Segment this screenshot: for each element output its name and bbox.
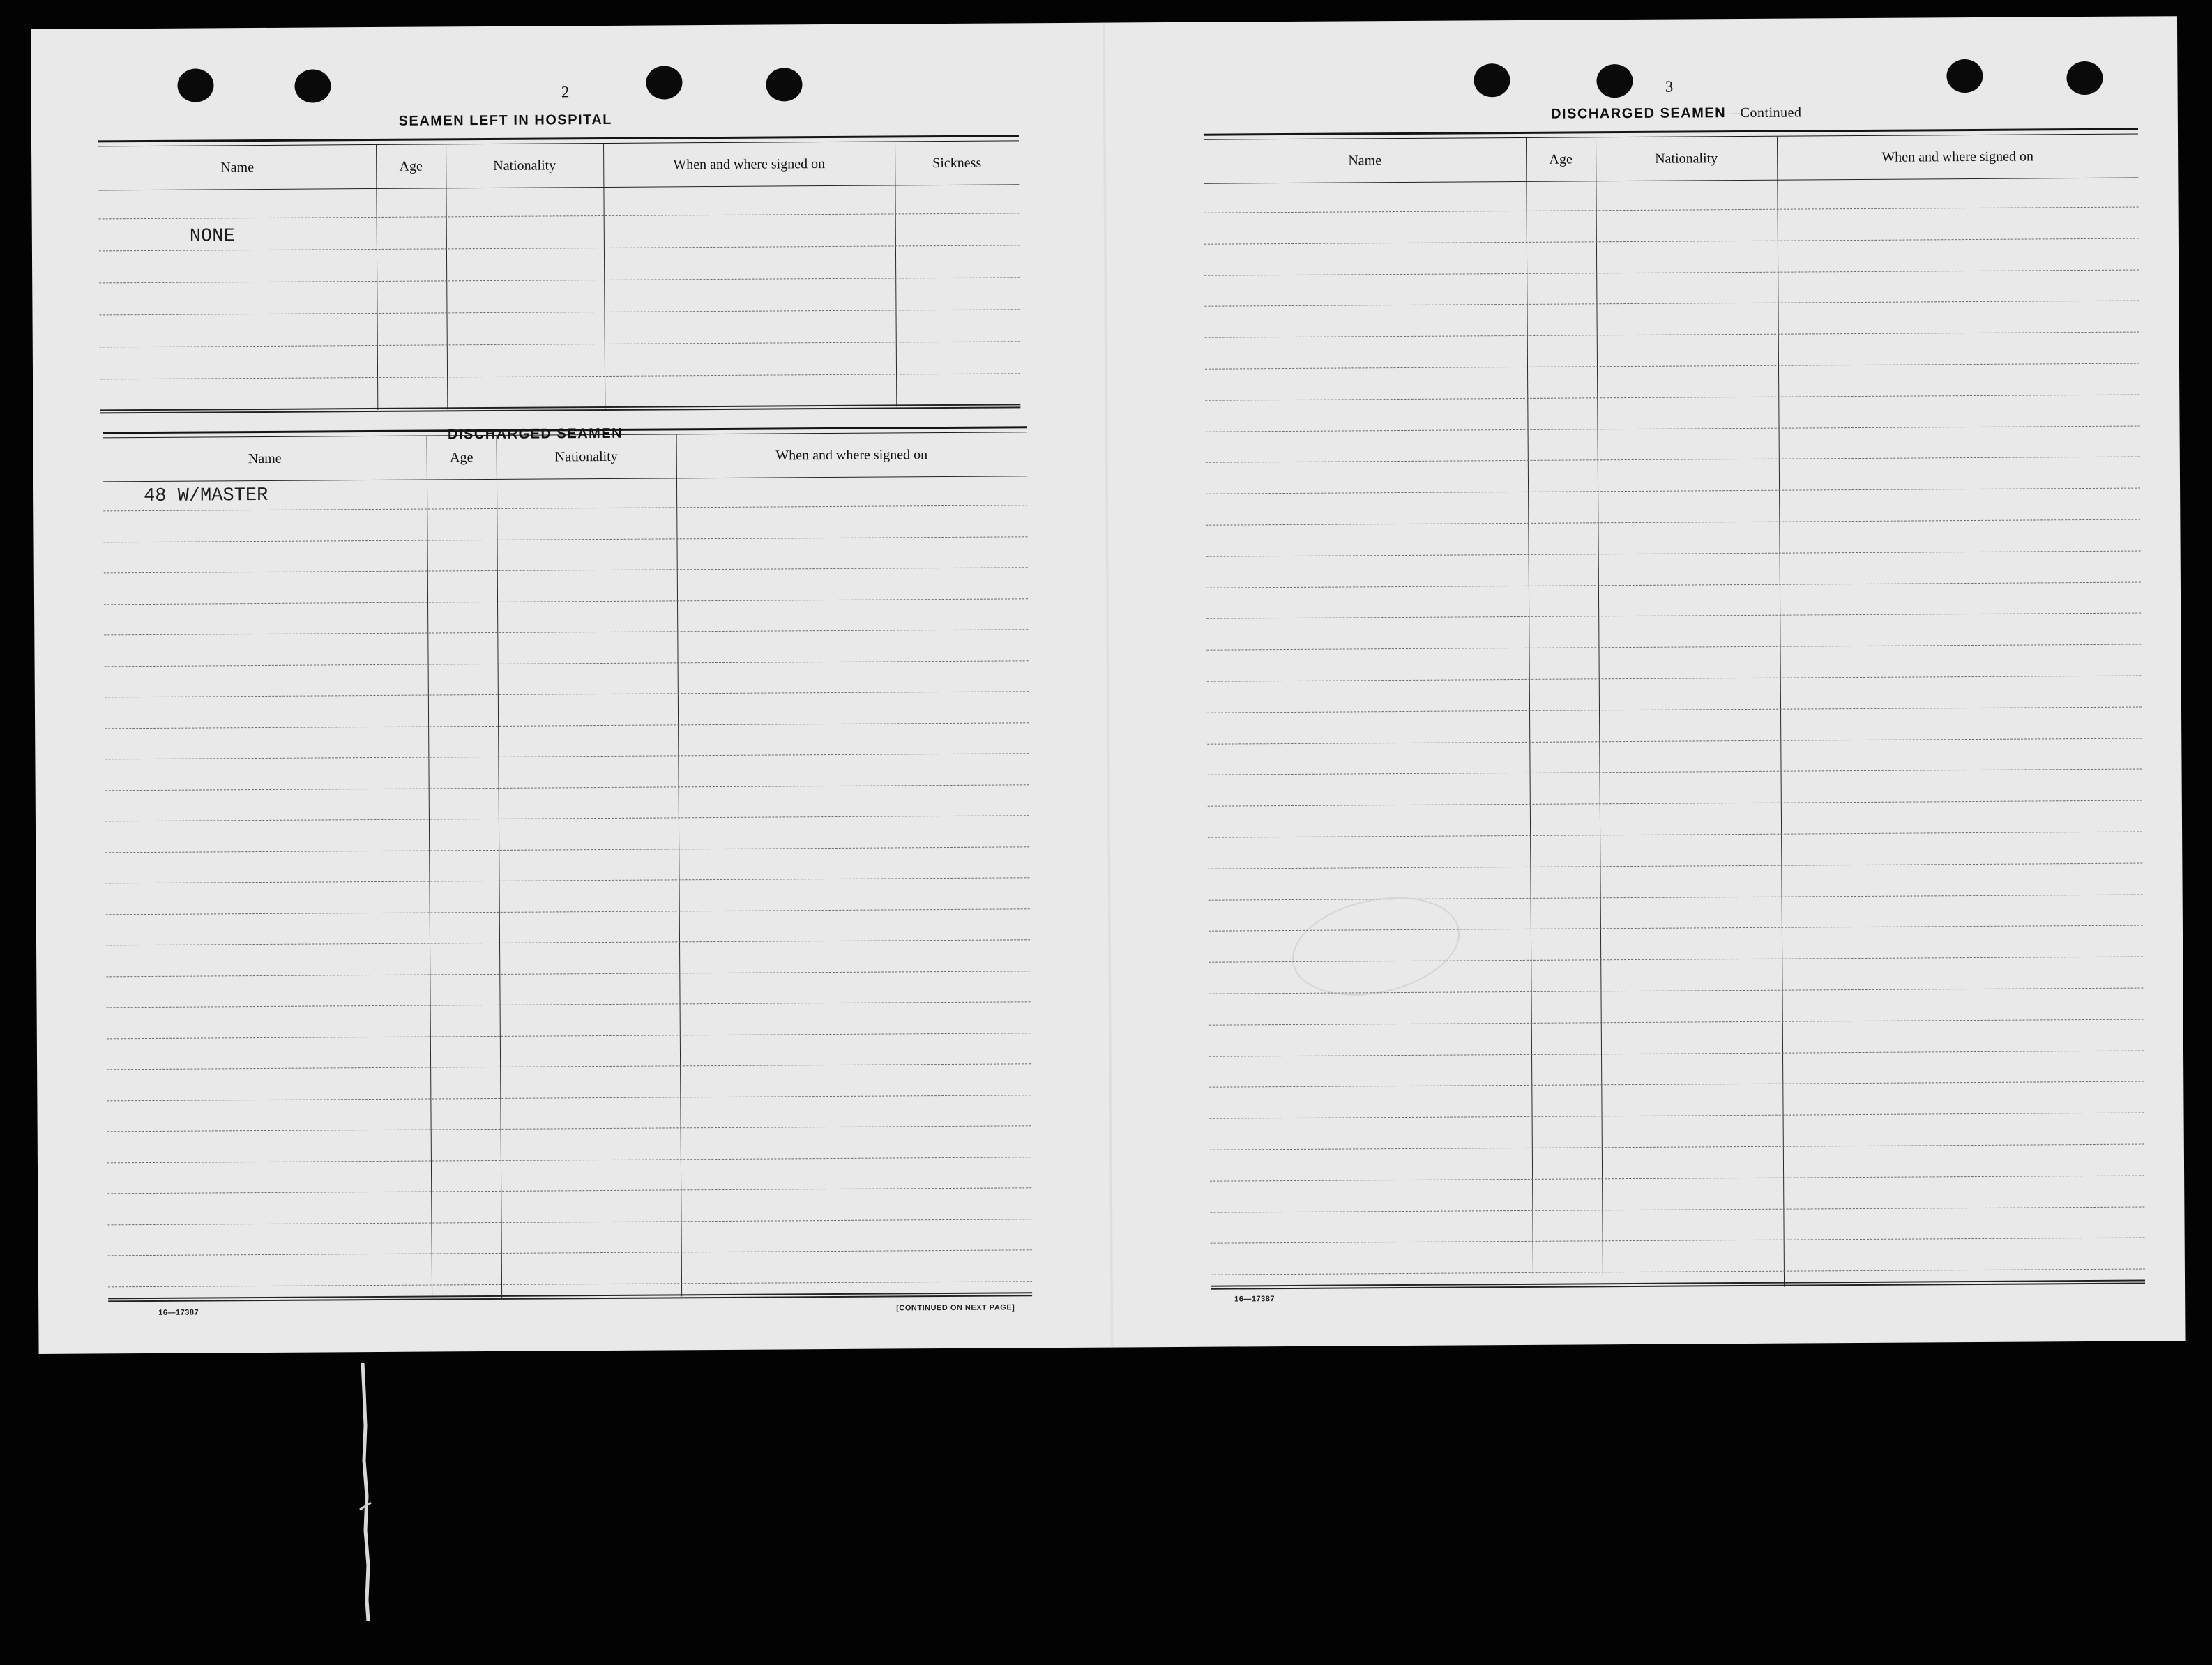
row-line [1210,1144,2144,1150]
table-bottom-rule [1211,1280,2145,1290]
row-line [105,877,1029,883]
discharged-entry: 48 W/MASTER [144,485,268,508]
punch-hole [1946,59,1983,93]
hospital-entry: NONE [189,226,235,248]
section-title-suffix: —Continued [1726,105,1802,121]
form-number: 16—17387 [158,1308,199,1317]
row-line [1209,1019,2144,1025]
row-line [107,1095,1031,1101]
column-header-name: Name [248,450,282,467]
column-header-age: Age [1549,151,1573,167]
row-line [107,1157,1031,1163]
row-line [1208,769,2142,775]
row-line [1204,238,2139,244]
punch-hole [1596,64,1633,98]
section-title-hospital: SEAMEN LEFT IN HOSPITAL [398,112,613,129]
punch-hole [177,68,213,102]
punch-hole [646,66,682,99]
row-line [99,277,1020,283]
row-line [1206,613,2141,619]
row-line [107,1001,1031,1008]
row-line [1206,457,2140,463]
column-header-nationality: Nationality [554,448,618,465]
column-header-signed-on: When and where signed on [1881,149,2034,165]
column-header-nationality: Nationality [493,158,556,174]
row-line [108,1281,1032,1287]
row-line [1211,1238,2145,1244]
page-2 [31,23,1112,1354]
row-line [99,245,1020,251]
row-line [104,598,1028,605]
row-line [1204,269,2139,275]
row-line [107,1187,1031,1194]
row-line [107,1063,1031,1070]
punch-hole [294,69,331,102]
row-line [104,567,1028,573]
punch-hole [1474,63,1510,97]
section-title-text: DISCHARGED SEAMEN [1550,105,1727,122]
row-line [107,1219,1031,1225]
section-title-discharged-continued [1467,105,1886,123]
row-line [108,1249,1032,1256]
table-header [98,141,1019,190]
row-line [103,536,1027,542]
row-line [1206,488,2140,494]
row-line [1210,1113,2144,1119]
row-line [1206,519,2140,526]
row-line [1208,800,2142,807]
row-line [1209,894,2143,900]
column-header-age: Age [450,450,474,466]
column-header-nationality: Nationality [1655,151,1718,167]
row-line [104,629,1028,635]
row-line [106,939,1030,945]
punch-hole [2066,61,2103,95]
column-header-signed-on: When and where signed on [775,447,928,464]
row-line [1211,1269,2145,1275]
column-divider [427,436,433,1298]
binding-thread [356,1363,377,1621]
column-header-signed-on: When and where signed on [673,156,826,173]
discharged-continued-table [1204,128,2145,1291]
discharged-table [103,426,1033,1305]
row-line [105,722,1029,729]
microfilm-sheet [31,16,2186,1354]
page-number: 2 [561,83,570,101]
row-line [1204,301,2139,307]
row-line [100,373,1020,379]
row-line [105,846,1029,853]
row-line [100,309,1020,315]
row-line [1205,394,2139,400]
page-number: 3 [1665,77,1674,96]
column-divider [676,434,683,1296]
row-line [105,691,1029,697]
table-header [103,432,1027,482]
punch-hole [766,68,802,101]
row-line [105,784,1029,791]
row-line [1207,738,2142,744]
table-header [1204,135,2138,184]
section-title-discharged: DISCHARGED SEAMEN [447,425,623,443]
row-line [1208,832,2142,838]
row-line [107,1125,1031,1132]
row-line [1206,581,2141,588]
row-line [1205,332,2139,338]
row-line [100,341,1020,347]
row-line [1210,1175,2144,1181]
row-line [1209,1050,2144,1056]
column-header-age: Age [399,158,423,174]
hospital-table [98,135,1020,413]
column-header-sickness: Sickness [932,155,982,172]
page-3 [1104,16,2186,1347]
row-line [1205,363,2139,370]
row-line [105,753,1029,759]
row-line [99,213,1020,219]
row-line [107,1033,1031,1039]
row-line [1210,1206,2144,1212]
row-line [1207,676,2142,682]
form-number: 16—17387 [1234,1295,1275,1304]
row-line [1208,862,2142,869]
row-line [1206,550,2141,556]
row-line [106,971,1030,977]
row-line [1204,207,2139,213]
row-line [1209,1081,2144,1088]
continued-note: [CONTINUED ON NEXT PAGE] [896,1303,1015,1313]
row-line [1206,425,2140,432]
column-header-name: Name [220,160,255,176]
row-line [105,660,1029,667]
column-header-name: Name [1348,153,1382,169]
row-line [1206,644,2141,651]
table-bottom-rule [108,1292,1032,1302]
table-bottom-rule [100,404,1020,413]
row-line [1207,706,2142,713]
column-divider [497,436,503,1298]
row-line [105,815,1029,821]
row-line [106,908,1030,915]
